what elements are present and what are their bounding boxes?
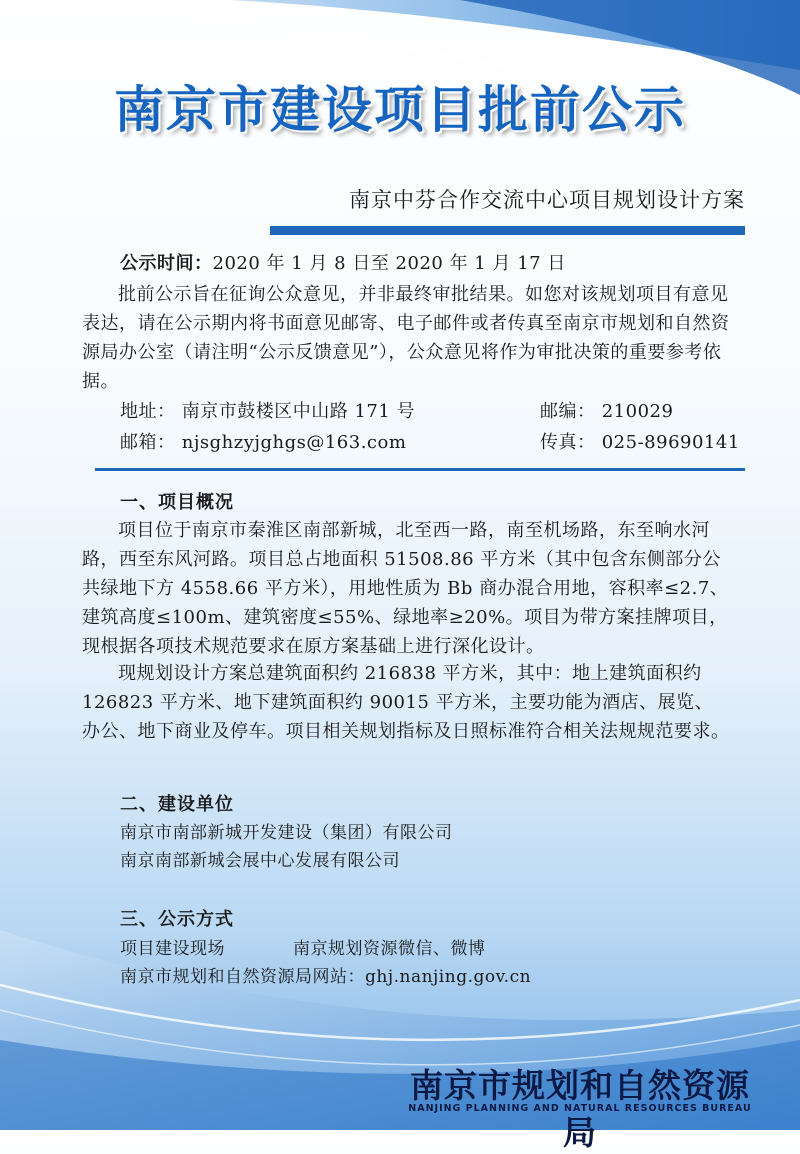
notice-time-label: 公示时间： <box>120 253 213 274</box>
builder-heading: 二、建设单位 <box>120 794 234 815</box>
overview-heading: 一、项目概况 <box>120 492 234 513</box>
project-title: 南京中芬合作交流中心项目规划设计方案 <box>349 188 745 212</box>
notice-intro: 批前公示旨在征询公众意见，并非最终审批结果。如您对该规划项目有意见表达，请在公示期内将书面意见邮寄、电子邮件或者传真至南京市规划和自然资源局办公室（请注明“公示反馈意见”），公众意见将作为审批决策的重要参考依据。 <box>82 284 730 392</box>
email: 邮箱： njsghzyjghgs@163.com <box>120 432 407 453</box>
notice-time-value: 2020 年 1 月 8 日至 2020 年 1 月 17 日 <box>212 253 566 274</box>
fax: 传真： 025-89690141 <box>540 432 740 453</box>
builder-company-1: 南京市南部新城开发建设（集团）有限公司 <box>120 823 453 843</box>
main-title: 南京市建设项目批前公示 <box>114 80 686 139</box>
postcode: 邮编： 210029 <box>540 401 674 422</box>
overview-paragraph-2: 现规划设计方案总建筑面积约 216838 平方米，其中：地上建筑面积约 126823 平方米、地下建筑面积约 90015 平方米，主要功能为酒店、展览、办公、地下商业及停车。项目相关规划指标及日照标准符合相关法规规范要求。 <box>82 663 730 742</box>
builder-company-2: 南京南部新城会展中心发展有限公司 <box>120 851 400 871</box>
address: 地址： 南京市鼓楼区中山路 171 号 <box>120 401 416 422</box>
footer-org-name: 南京市规划和自然资源局 <box>410 1066 750 1152</box>
method-website: 南京市规划和自然资源局网站：ghj.nanjing.gov.cn <box>120 967 532 987</box>
title-underline <box>270 226 745 235</box>
footer-org-name-en: NANJING PLANNING AND NATURAL RESOURCES BUREAU <box>408 1103 752 1114</box>
method-site: 项目建设现场 <box>120 939 225 959</box>
divider <box>95 468 745 471</box>
notice-time <box>120 249 566 275</box>
overview-paragraph-1: 项目位于南京市秦淮区南部新城，北至西一路，南至机场路，东至响水河路，西至东风河路。项目总占地面积 51508.86 平方米（其中包含东侧部分公共绿地下方 4558.66 平方米），用地性质为 Bb 商办混合用地，容积率≤2.7、建筑高度≤100m、建筑密度≤55%、绿地率≥20%。项目为带方案挂牌项目，现根据各项技术规范要求在原方案基础上进行深化设计。 <box>82 520 729 657</box>
method-wechat-weibo: 南京规划资源微信、微博 <box>293 939 486 959</box>
method-heading: 三、公示方式 <box>120 909 234 930</box>
